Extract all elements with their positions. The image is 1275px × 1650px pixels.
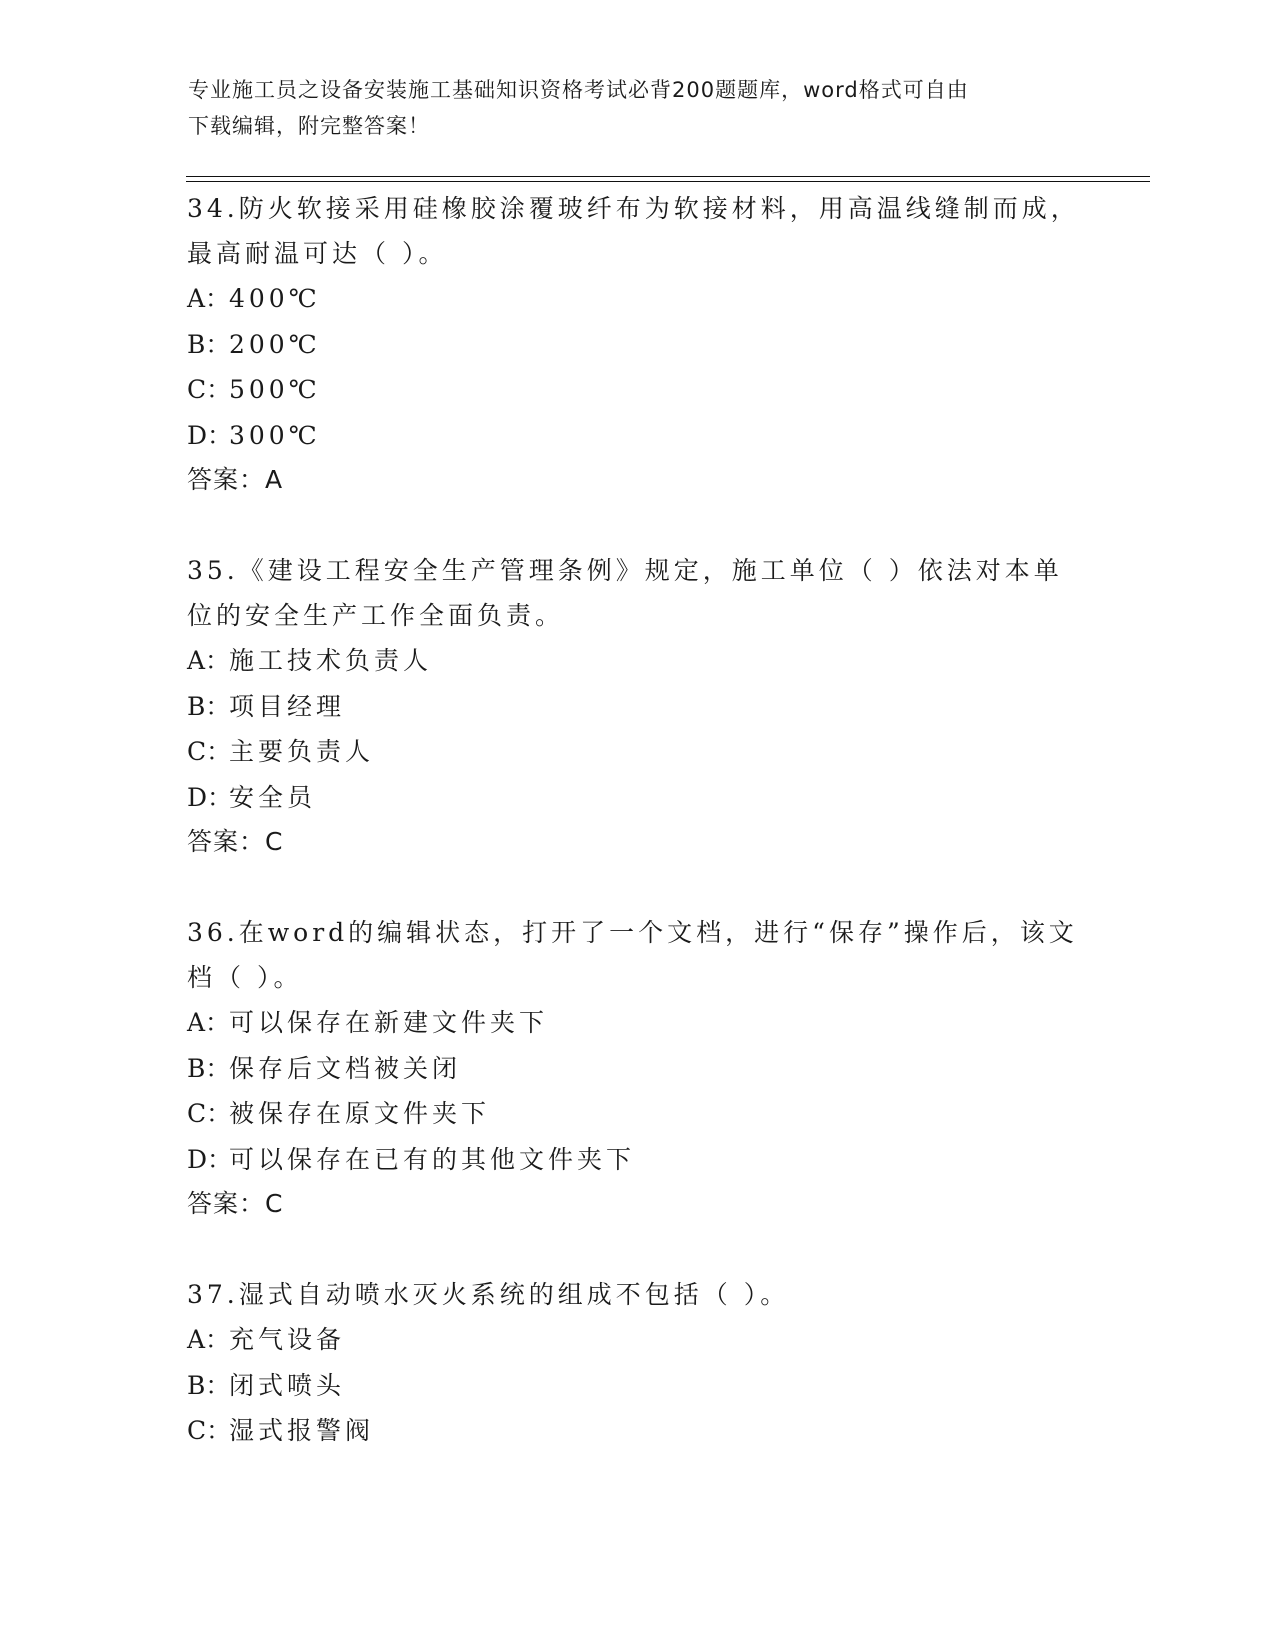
option-text: 300℃ xyxy=(229,420,321,450)
answer: 答案：A xyxy=(187,465,284,494)
option-b xyxy=(187,1363,1087,1409)
answer: 答案：C xyxy=(187,1189,284,1218)
option-d xyxy=(187,1137,1087,1183)
header-rule-bottom xyxy=(186,181,1150,182)
option-text: 可以保存在新建文件夹下 xyxy=(229,1008,549,1037)
option-d xyxy=(187,775,1087,821)
option-a xyxy=(187,1000,1087,1046)
option-text: 施工技术负责人 xyxy=(229,646,433,675)
option-c xyxy=(187,367,1087,413)
answer: 答案：C xyxy=(187,827,284,856)
question-34 xyxy=(187,186,1087,502)
question-text: 36.在word的编辑状态，打开了一个文档，进行“保存”操作后，该文档（ ）。 xyxy=(187,918,1078,992)
option-a xyxy=(187,276,1087,322)
option-key: D： xyxy=(187,782,233,812)
option-key: B： xyxy=(187,691,231,721)
option-text: 500℃ xyxy=(229,375,321,404)
option-key: A： xyxy=(187,1325,231,1354)
question-text: 34.防火软接采用硅橡胶涂覆玻纤布为软接材料，用高温线缝制而成，最高耐温可达（ ）。 xyxy=(187,194,1080,268)
question-text: 37.湿式自动喷水灭火系统的组成不包括（ ）。 xyxy=(187,1280,790,1309)
header-line-1: 专业施工员之设备安装施工基础知识资格考试必背200题题库，word格式可自由 xyxy=(188,78,969,102)
option-key: C： xyxy=(187,1099,232,1128)
option-text: 主要负责人 xyxy=(229,737,375,766)
option-key: D： xyxy=(187,420,233,450)
option-key: B： xyxy=(187,329,231,359)
option-text: 可以保存在已有的其他文件夹下 xyxy=(229,1144,636,1174)
option-text: 400℃ xyxy=(229,284,321,313)
option-text: 闭式喷头 xyxy=(229,1370,346,1400)
option-text: 被保存在原文件夹下 xyxy=(229,1099,491,1128)
option-key: D： xyxy=(187,1144,233,1174)
question-35 xyxy=(187,548,1087,864)
option-b xyxy=(187,684,1087,730)
option-key: B： xyxy=(187,1053,231,1083)
option-a xyxy=(187,1317,1087,1363)
option-key: C： xyxy=(187,1416,232,1445)
option-key: A： xyxy=(187,1008,231,1037)
question-list xyxy=(187,186,1087,1500)
option-key: A： xyxy=(187,646,231,675)
document-header xyxy=(188,72,1088,144)
option-key: C： xyxy=(187,737,232,766)
option-text: 安全员 xyxy=(229,782,317,812)
option-b xyxy=(187,322,1087,368)
question-text: 35.《建设工程安全生产管理条例》规定，施工单位（ ）依法对本单位的安全生产工作全面负责。 xyxy=(187,556,1063,630)
header-rule-top xyxy=(186,176,1150,177)
option-text: 200℃ xyxy=(229,329,321,359)
option-text: 保存后文档被关闭 xyxy=(229,1053,462,1083)
option-key: A： xyxy=(187,284,231,313)
question-37 xyxy=(187,1272,1087,1454)
header-line-2: 下载编辑，附完整答案！ xyxy=(188,114,430,138)
option-key: C： xyxy=(187,375,232,404)
option-b xyxy=(187,1046,1087,1092)
option-key: B： xyxy=(187,1370,231,1400)
option-c xyxy=(187,1408,1087,1454)
option-c xyxy=(187,1091,1087,1137)
option-d xyxy=(187,413,1087,459)
option-text: 湿式报警阀 xyxy=(229,1416,375,1445)
question-36 xyxy=(187,910,1087,1226)
option-text: 充气设备 xyxy=(229,1325,346,1354)
option-text: 项目经理 xyxy=(229,691,346,721)
option-a xyxy=(187,638,1087,684)
option-c xyxy=(187,729,1087,775)
